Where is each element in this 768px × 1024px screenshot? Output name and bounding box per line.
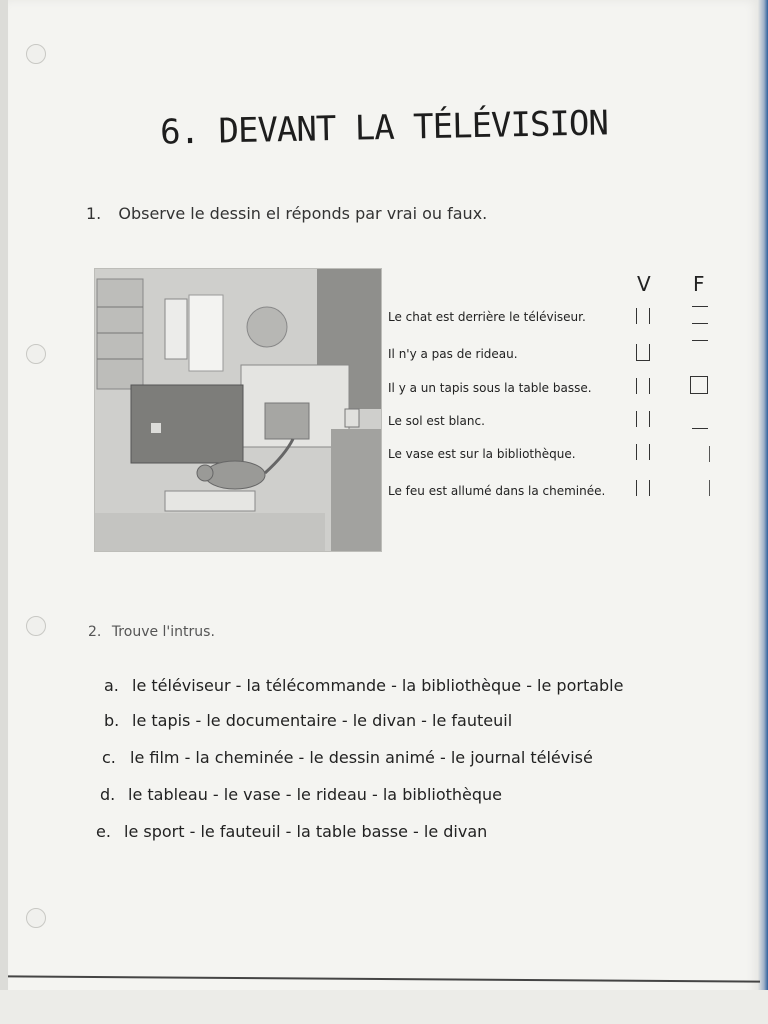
statement-1: Le chat est derrière le téléviseur. <box>388 310 586 324</box>
item-text: le téléviseur - la télécommande - la bibliothèque - le portable <box>132 676 624 695</box>
television <box>131 385 243 463</box>
exercise2-number: 2. <box>88 624 102 640</box>
punch-hole <box>26 908 46 928</box>
plant <box>247 307 287 347</box>
exercise2-instruction <box>88 624 215 640</box>
checkbox-vrai-6[interactable] <box>636 480 650 496</box>
checkbox-faux-6[interactable] <box>708 480 710 496</box>
floor <box>95 513 325 551</box>
exercise1-number: 1. <box>86 204 102 223</box>
item-letter: c. <box>102 748 116 767</box>
intrus-item-a <box>104 676 623 695</box>
coffee-table <box>165 491 255 511</box>
item-letter: b. <box>104 711 120 730</box>
statement-6: Le feu est allumé dans la cheminée. <box>388 484 606 498</box>
checkbox-faux-1[interactable] <box>692 306 708 324</box>
punch-hole <box>26 616 46 636</box>
checkbox-faux-5[interactable] <box>708 446 710 462</box>
checkbox-vrai-4[interactable] <box>636 411 650 427</box>
punch-hole <box>26 344 46 364</box>
bookshelf <box>97 279 143 389</box>
checkbox-vrai-1[interactable] <box>636 308 650 324</box>
checkbox-faux-3[interactable] <box>690 376 708 394</box>
exercise1-text: Observe le dessin el réponds par vrai ou faux. <box>118 204 488 223</box>
checkbox-vrai-5[interactable] <box>636 444 650 460</box>
living-room-illustration <box>95 269 381 551</box>
curtain <box>189 295 223 371</box>
checkbox-vrai-3[interactable] <box>636 378 650 394</box>
punch-hole <box>26 44 46 64</box>
statement-3: Il y a un tapis sous la table basse. <box>388 381 592 395</box>
checkbox-vrai-2[interactable] <box>636 344 650 361</box>
binder-edge <box>758 0 768 1024</box>
exercise1-instruction <box>86 204 487 223</box>
item-letter: a. <box>104 676 119 695</box>
living-room-drawing <box>94 268 382 552</box>
vase <box>345 409 359 427</box>
intrus-item-b <box>104 711 512 730</box>
page-bottom <box>0 990 768 1024</box>
intrus-item-c <box>102 748 593 767</box>
cabinet <box>331 429 381 551</box>
intrus-item-d <box>100 785 502 804</box>
page-title: 6. DEVANT LA TÉLÉVISION <box>159 103 609 153</box>
item-letter: d. <box>100 785 116 804</box>
item-text: le tableau - le vase - le rideau - la bibliothèque <box>128 785 503 804</box>
statement-2: Il n'y a pas de rideau. <box>388 347 518 361</box>
column-header-vrai: V <box>637 272 651 296</box>
exercise2-text: Trouve l'intrus. <box>111 624 215 640</box>
item-text: le sport - le fauteuil - la table basse - le divan <box>124 822 488 841</box>
intrus-item-e <box>96 822 487 841</box>
cat <box>205 461 265 489</box>
statement-4: Le sol est blanc. <box>388 414 485 428</box>
column-header-faux: F <box>693 272 705 296</box>
item-text: le tapis - le documentaire - le divan - le fauteuil <box>132 711 513 730</box>
window <box>165 299 187 359</box>
item-letter: e. <box>96 822 111 841</box>
item-text: le film - la cheminée - le dessin animé - le journal télévisé <box>130 748 593 767</box>
checkbox-faux-4[interactable] <box>692 412 708 429</box>
statement-5: Le vase est sur la bibliothèque. <box>388 447 576 461</box>
checkbox-faux-2[interactable] <box>692 340 708 357</box>
